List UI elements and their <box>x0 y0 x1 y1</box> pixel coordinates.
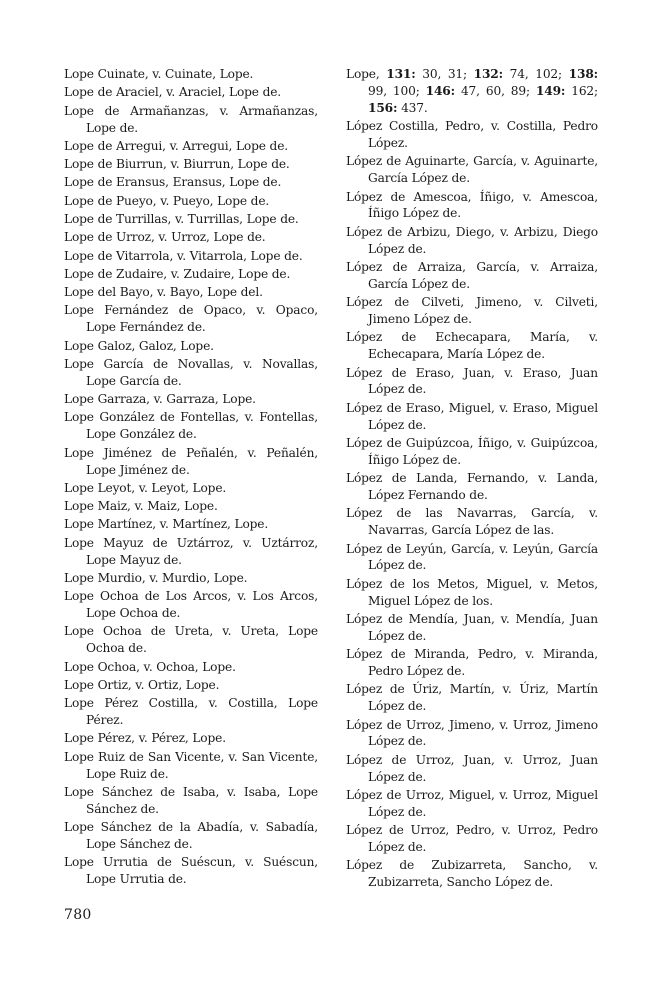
ref-volume-number: 132: <box>473 67 503 81</box>
index-entry: López de Miranda, Pedro, v. Miranda, Pedro López de. <box>346 647 598 679</box>
index-entry: López de Guipúzcoa, Íñigo, v. Guipúzcoa, Íñigo López de. <box>346 435 598 467</box>
index-entry: López de Mendía, Juan, v. Mendía, Juan López de. <box>346 611 598 643</box>
index-entry: Lope Martínez, v. Martínez, Lope. <box>64 517 269 532</box>
index-entry: López de Eraso, Miguel, v. Eraso, Miguel López de. <box>346 400 598 432</box>
page-number: 780 <box>64 907 92 923</box>
index-entry: Lope de Turrillas, v. Turrillas, Lope de. <box>64 211 299 226</box>
index-entry: López de Echecapara, María, v. Echecapara, María López de. <box>346 330 598 362</box>
ref-volume-number: 138: <box>568 67 598 81</box>
index-entry: López de las Navarras, García, v. Navarras, García López de las. <box>346 506 598 538</box>
ref-pages: 162; <box>565 83 598 98</box>
index-entry: Lope Galoz, Galoz, Lope. <box>64 338 214 353</box>
index-entry: Lope Garraza, v. Garraza, Lope. <box>64 392 256 407</box>
index-entry: Lope Jiménez de Peñalén, v. Peñalén, Lope Jiménez de. <box>64 445 318 477</box>
index-entry: Lope de Pueyo, v. Pueyo, Lope de. <box>64 193 270 208</box>
index-entry: Lope Cuinate, v. Cuinate, Lope. <box>64 67 254 81</box>
index-column-right <box>346 66 598 893</box>
index-entry: Lope de Urroz, v. Urroz, Lope de. <box>64 230 266 245</box>
index-entry: López de Eraso, Juan, v. Eraso, Juan López de. <box>346 365 598 397</box>
index-entry: Lope Ortiz, v. Ortiz, Lope. <box>64 677 220 692</box>
index-entry: Lope Leyot, v. Leyot, Lope. <box>64 480 227 495</box>
index-column-left <box>64 66 318 890</box>
index-entry: Lope de Armañanzas, v. Armañanzas, Lope de. <box>64 103 318 135</box>
index-entry: López de Amescoa, Íñigo, v. Amescoa, Íñigo López de. <box>346 189 598 221</box>
index-entry: Lope Fernández de Opaco, v. Opaco, Lope Fernández de. <box>64 303 318 335</box>
index-entry: López de Arbizu, Diego, v. Arbizu, Diego López de. <box>346 224 598 256</box>
index-entry: López de Urroz, Jimeno, v. Urroz, Jimeno López de. <box>346 717 598 749</box>
index-entry: Lope Sánchez de la Abadía, v. Sabadía, Lope Sánchez de. <box>64 820 318 852</box>
ref-pages: 30, 31; <box>415 67 474 81</box>
index-entry: López Costilla, Pedro, v. Costilla, Pedro López. <box>346 119 598 151</box>
ref-pages: 47, 60, 89; <box>454 83 536 98</box>
index-entry: López de Urroz, Pedro, v. Urroz, Pedro López de. <box>346 823 598 855</box>
index-entry: López de los Metos, Miguel, v. Metos, Miguel López de los. <box>346 576 598 608</box>
ref-volume-number: 156: <box>368 100 398 115</box>
index-entry: Lope Sánchez de Isaba, v. Isaba, Lope Sánchez de. <box>64 784 318 816</box>
index-entry: Lope Murdio, v. Murdio, Lope. <box>64 570 248 585</box>
index-entry: López de Zubizarreta, Sancho, v. Zubizarreta, Sancho López de. <box>346 858 598 890</box>
ref-volume-number: 131: <box>386 67 416 81</box>
ref-pages: 99, 100; <box>368 83 426 98</box>
index-entry: Lope González de Fontellas, v. Fontellas, Lope González de. <box>64 410 318 442</box>
index-entry: Lope Ochoa de Ureta, v. Ureta, Lope Ochoa de. <box>64 624 318 656</box>
ref-pages: 437. <box>397 100 428 115</box>
index-entry: Lope de Zudaire, v. Zudaire, Lope de. <box>64 266 291 281</box>
index-entry: Lope de Araciel, v. Araciel, Lope de. <box>64 85 282 100</box>
index-entry: Lope Pérez, v. Pérez, Lope. <box>64 731 226 746</box>
index-entry: Lope Ochoa, v. Ochoa, Lope. <box>64 659 236 674</box>
index-entry: Lope Maiz, v. Maiz, Lope. <box>64 499 218 514</box>
lope-refs-prefix: Lope, <box>346 67 380 81</box>
index-entry: López de Aguinarte, García, v. Aguinarte, García López de. <box>346 154 598 186</box>
index-entry: López de Úriz, Martín, v. Úriz, Martín López de. <box>346 682 598 714</box>
ref-volume-number: 149: <box>535 83 566 98</box>
index-entry: López de Cilveti, Jimeno, v. Cilveti, Jimeno López de. <box>346 295 598 327</box>
index-entry: López de Arraiza, García, v. Arraiza, García López de. <box>346 259 598 291</box>
index-entry: López de Urroz, Juan, v. Urroz, Juan López de. <box>346 752 598 784</box>
index-entry: López de Landa, Fernando, v. Landa, López Fernando de. <box>346 471 598 503</box>
index-entry: Lope Urrutia de Suéscun, v. Suéscun, Lope Urrutia de. <box>64 855 318 887</box>
ref-volume-number: 146: <box>425 83 455 98</box>
index-entry: Lope de Eransus, Eransus, Lope de. <box>64 175 282 190</box>
index-entry: Lope de Arregui, v. Arregui, Lope de. <box>64 138 288 153</box>
index-entry: López de Leyún, García, v. Leyún, García López de. <box>346 541 598 573</box>
index-entry: Lope Ruiz de San Vicente, v. San Vicente, Lope Ruiz de. <box>64 749 318 781</box>
index-entry: Lope del Bayo, v. Bayo, Lope del. <box>64 285 263 300</box>
index-entry: Lope de Vitarrola, v. Vitarrola, Lope de. <box>64 248 303 263</box>
index-entry: Lope García de Novallas, v. Novallas, Lope García de. <box>64 356 318 388</box>
index-entry-lope-refs <box>346 66 598 117</box>
index-entry: Lope Mayuz de Uztárroz, v. Uztárroz, Lope Mayuz de. <box>64 535 318 567</box>
index-entry: Lope Pérez Costilla, v. Costilla, Lope Pérez. <box>64 696 318 728</box>
index-entry: Lope Ochoa de Los Arcos, v. Los Arcos, Lope Ochoa de. <box>64 589 318 621</box>
index-entry: Lope de Biurrun, v. Biurrun, Lope de. <box>64 157 290 172</box>
index-entry: López de Urroz, Miguel, v. Urroz, Miguel López de. <box>346 787 598 819</box>
ref-pages: 74, 102; <box>502 67 569 81</box>
